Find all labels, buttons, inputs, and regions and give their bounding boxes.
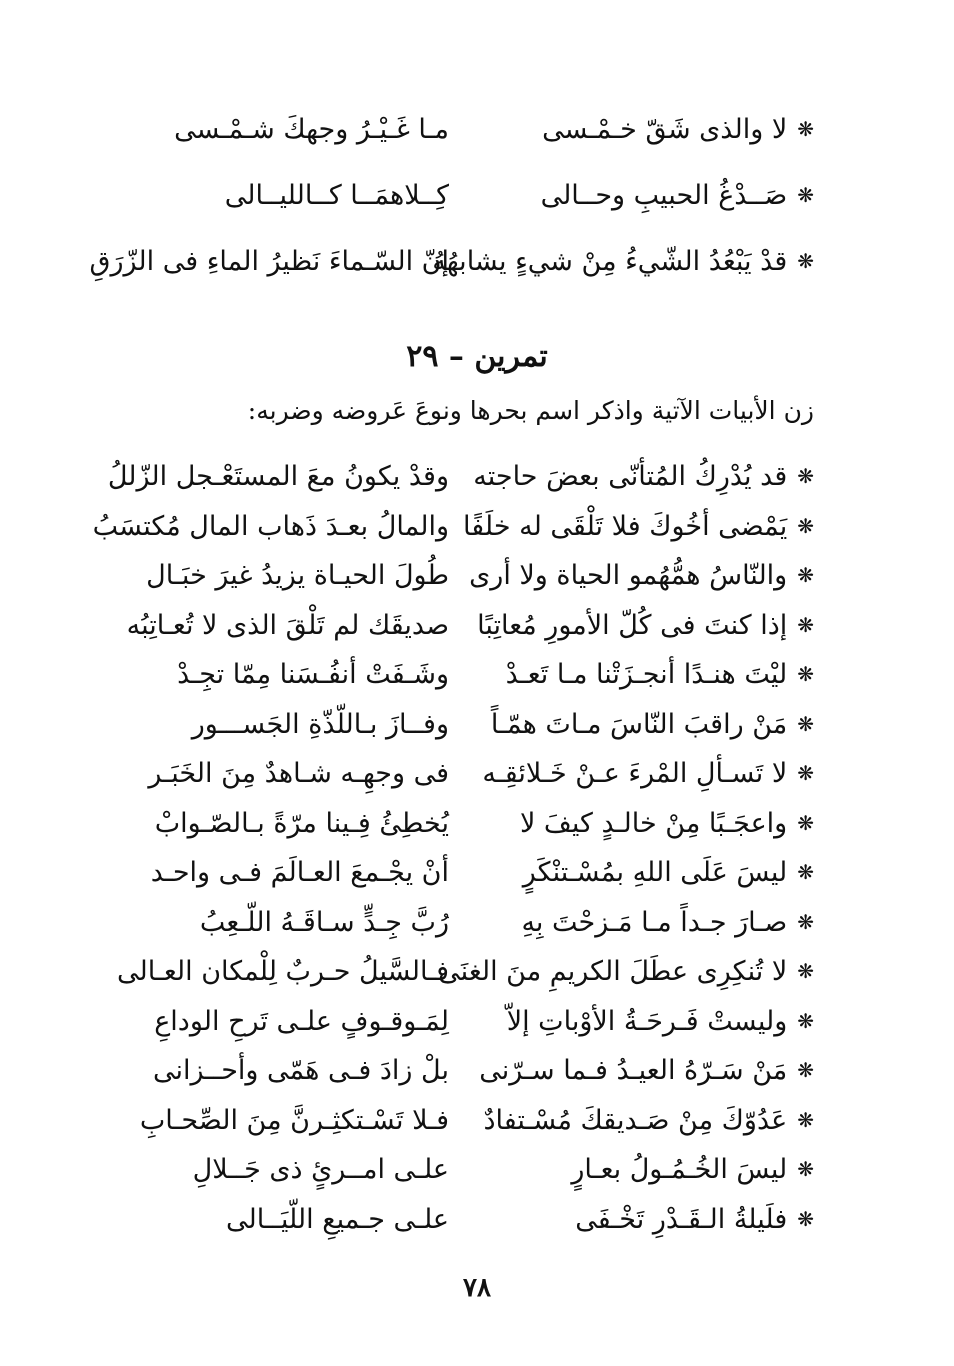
star-bullet-icon: ❋ — [797, 909, 814, 934]
verse-second-hemistich: رُبَّ جِـدٍّ سـاقَـهُ اللّـعِبُ — [199, 906, 449, 938]
verse-first-text: صَــدْغُ الحبيبِ وحــالى — [540, 180, 788, 211]
verse-second-hemistich: فـلا تَسْـتكثِـرنَّ مِنَ الصِّحـابِ — [139, 1104, 449, 1136]
verse-first-text: عَدُوّكَ مِنْ صَـديقكَ مُسْـتفادٌ — [483, 1104, 788, 1136]
verse-second-hemistich: طُولَ الحيـاة يزيدُ غيرَ خبَـال — [146, 560, 449, 591]
verse-first-hemistich — [484, 848, 814, 898]
verse-second-hemistich: فى وجهِـه شـاهدٌ مِنَ الخَبَـر — [148, 758, 449, 789]
star-bullet-icon: ❋ — [797, 810, 814, 835]
verse-second-hemistich: إنّ السّـماءَ نَظيرُ الماءِ فى الزّرَقِ — [89, 246, 449, 277]
star-bullet-icon: ❋ — [797, 612, 814, 637]
verse-row — [0, 799, 954, 849]
star-bullet-icon: ❋ — [797, 711, 814, 736]
verse-row — [0, 1145, 954, 1195]
verse-second-hemistich: بلْ زادَ فـى هَمّى وأحــزانى — [153, 1055, 449, 1086]
exercise-instruction: زن الأبيات الآتية واذكر اسم بحرها ونوعَ عَروضه وضربه: — [247, 396, 814, 425]
verse-row — [0, 898, 954, 948]
verse-first-hemistich — [484, 1145, 814, 1195]
verse-first-text: فلَيلةُ الـقَـدْرِ تَخْـفَى — [575, 1203, 788, 1235]
star-bullet-icon: ❋ — [797, 662, 814, 686]
star-bullet-icon: ❋ — [797, 1008, 814, 1033]
verse-first-hemistich — [477, 601, 814, 651]
verse-row — [0, 700, 954, 750]
verse-row — [0, 947, 954, 997]
verse-first-text: والنّاسُ همُّهُمو الحياة ولا أرى — [469, 560, 788, 591]
verse-second-hemistich: وفــازَ بـاللّذّةِ الجَســـور — [191, 708, 449, 740]
verse-first-text: يَمْضى أخُوكَ فلا تَلْقَى له خلَفًا — [463, 510, 788, 542]
star-bullet-icon: ❋ — [797, 1058, 814, 1082]
verse-first-hemistich — [432, 237, 814, 287]
exercise-heading: تمرين – ٢٩ — [406, 339, 548, 374]
star-bullet-icon: ❋ — [797, 464, 814, 488]
star-bullet-icon: ❋ — [797, 1206, 814, 1231]
verse-second-hemistich: أنْ يجْـمعَ العـالَمَ فـى واحـد — [150, 857, 449, 888]
verse-first-text: مَنْ سَـرّهُ العيـدُ فـما سـرّنى — [479, 1055, 788, 1086]
verse-first-hemistich — [484, 749, 814, 799]
verse-row — [0, 452, 954, 502]
verse-row — [0, 601, 954, 651]
verse-row — [0, 551, 954, 601]
star-bullet-icon: ❋ — [797, 183, 814, 207]
verse-first-hemistich — [484, 700, 814, 750]
verse-first-text: قدْ يَبْعُدُ الشّيءُ مِنْ شيءٍ يشابهُهُ — [432, 246, 788, 277]
verse-second-hemistich: وقدْ يكونُ معَ المستَعْـجل الزّللُ — [107, 461, 449, 492]
verse-first-hemistich — [473, 452, 814, 502]
verse-first-text: واعجَـبًا مِنْ خالـدٍ كيفَ لا — [519, 807, 788, 839]
verse-second-hemistich: وشَـفَتْ أنفُـسَنا مِمّا تجِـدْ — [177, 659, 449, 690]
verse-first-text: قد يُدْرِكُ المُتأنّى بعضَ حاجته — [473, 461, 788, 492]
verse-row — [0, 171, 954, 221]
verse-second-hemistich: يُخطِئُ فِـينا مرّةً بـالصّـوابْ — [154, 807, 449, 839]
verse-first-hemistich — [484, 997, 814, 1047]
verse-second-hemistich: والمالُ بعـدَ ذَهاب المال مُكتسَبُ — [92, 510, 449, 542]
verse-first-hemistich — [484, 171, 814, 221]
verse-second-hemistich: فـالسَّيلُ حـربٌ لِلْمكان العـالى — [117, 956, 449, 987]
verse-first-hemistich — [484, 898, 814, 948]
verse-first-hemistich — [484, 650, 814, 700]
star-bullet-icon: ❋ — [797, 761, 814, 785]
verse-first-text: لا والذى شَقّ خـمْـسى — [542, 114, 788, 145]
verse-first-hemistich — [484, 105, 814, 155]
verse-second-hemistich: لِمَـوقـوفٍ علـى تَرحِ الوداعِ — [154, 1005, 449, 1037]
verse-second-hemistich: مـا غَـيْـرُ وجهكَ شـمْـسى — [174, 114, 449, 145]
verse-first-hemistich — [463, 502, 814, 552]
verse-second-hemistich: كِــلاهمَــا كــالليــالى — [224, 180, 449, 211]
verse-first-text: لا تُنكِرِى عطَلَ الكريمِ منَ الغنَى — [438, 956, 788, 987]
verse-first-hemistich — [484, 1195, 814, 1245]
verse-row — [0, 848, 954, 898]
star-bullet-icon: ❋ — [797, 249, 814, 273]
verse-row — [0, 1096, 954, 1146]
verse-second-hemistich: علـى امــرئٍ ذى جَــلالِ — [192, 1154, 449, 1185]
star-bullet-icon: ❋ — [797, 860, 814, 884]
verse-first-hemistich — [479, 1046, 814, 1096]
verse-first-text: صـارَ جـداً مـا مَـزحْتَ بِهِ — [521, 906, 788, 938]
verse-second-hemistich: علـى جـميعِ اللّيَــالى — [226, 1203, 449, 1235]
verse-row — [0, 997, 954, 1047]
verse-row — [0, 749, 954, 799]
verse-row — [0, 237, 954, 287]
star-bullet-icon: ❋ — [797, 1107, 814, 1132]
verse-first-text: ليسَ الخُـمُـولُ بعـارٍ — [571, 1154, 788, 1185]
page-number: ٧٨ — [463, 1273, 491, 1303]
verse-second-hemistich: صديقَك لم تَلْقَ الذى لا تُعـاتِبُه — [126, 609, 449, 641]
star-bullet-icon: ❋ — [797, 563, 814, 587]
verse-first-text: وليستْ فَـرحَـةُ الأوْباتِ إلاّ — [506, 1005, 788, 1037]
star-bullet-icon: ❋ — [797, 1157, 814, 1181]
star-bullet-icon: ❋ — [797, 513, 814, 538]
star-bullet-icon: ❋ — [797, 117, 814, 141]
verse-row — [0, 1195, 954, 1245]
star-bullet-icon: ❋ — [797, 959, 814, 983]
verse-first-hemistich — [484, 1096, 814, 1146]
verse-first-hemistich — [469, 551, 814, 601]
verse-first-text: لا تَسـألِ المْرءَ عـنْ خَـلائقِـه — [482, 758, 788, 789]
verse-first-text: ليسَ عَلَى اللهِ بمُسْـتنْكَرٍ — [522, 857, 788, 888]
verse-row — [0, 105, 954, 155]
verse-first-text: إذا كنتَ فى كُلّ الأمورِ مُعاتِبًا — [477, 609, 788, 641]
verse-first-hemistich — [484, 799, 814, 849]
verse-first-text: مَنْ راقبَ النّاسَ مـاتَ همّـاً — [490, 708, 788, 740]
verse-row — [0, 502, 954, 552]
verse-row — [0, 1046, 954, 1096]
verse-first-text: ليْتَ هنـدًا أنجـزَتْنا مـا تَعـدْ — [505, 659, 788, 690]
verse-row — [0, 650, 954, 700]
verse-first-hemistich — [438, 947, 814, 997]
